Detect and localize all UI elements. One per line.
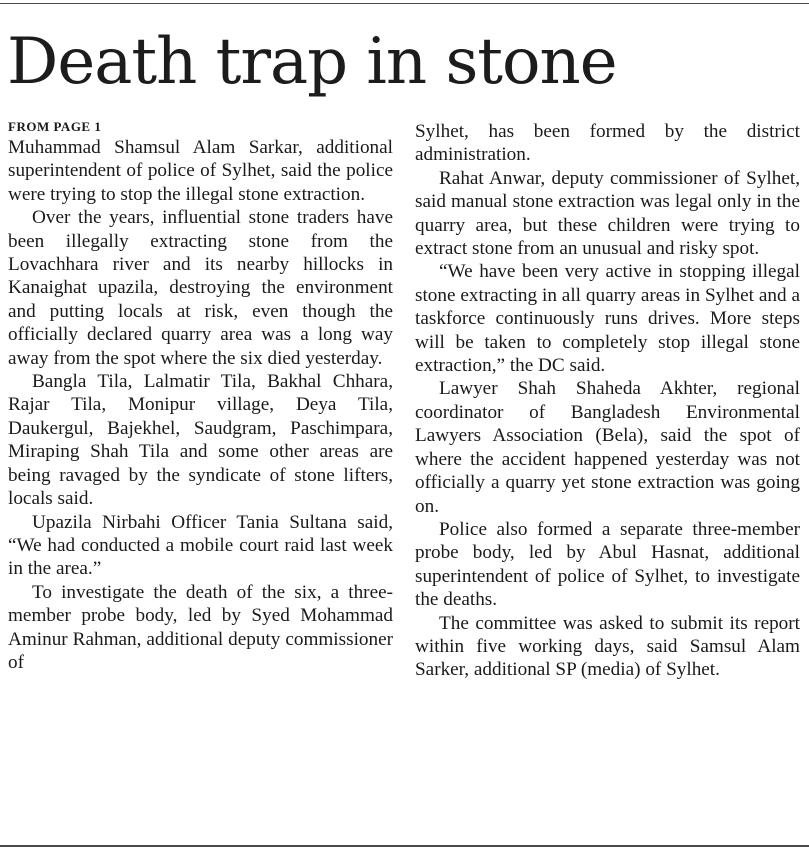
paragraph: Lawyer Shah Shaheda Akhter, regional coordinator of Bangladesh Environmental Lawyers Association (Bela), said the spot of where the accident happened yesterday was not officially a quarry yet stone extraction was going on.	[415, 378, 800, 517]
top-rule	[0, 3, 809, 4]
paragraph: Sylhet, has been formed by the district administration.	[415, 121, 800, 166]
article-column-right	[415, 120, 800, 682]
paragraph: Upazila Nirbahi Officer Tania Sultana said, “We had conducted a mobile court raid last week in the area.”	[8, 511, 393, 580]
article-column-left	[8, 118, 393, 674]
paragraph: Rahat Anwar, deputy commissioner of Sylhet, said manual stone extraction was legal only in the quarry area, but these children were trying to extract stone from an unusual and risky spot.	[415, 167, 800, 260]
headline: Death trap in stone	[7, 25, 617, 99]
paragraph: Bangla Tila, Lalmatir Tila, Bakhal Chhara, Rajar Tila, Monipur village, Deya Tila, Daukergul, Bajekhel, Saudgram, Paschimpara, Miraping Shah Tila and some other areas are being ravaged by the syndicate of stone lifters, locals said.	[8, 371, 393, 510]
paragraph: “We have been very active in stopping illegal stone extracting in all quarry areas in Sylhet and a taskforce continuously runs drives. More steps will be taken to completely stop illegal stone extraction,” the DC said.	[415, 261, 800, 377]
paragraph: The committee was asked to submit its report within five working days, said Samsul Alam Sarker, additional SP (media) of Sylhet.	[415, 612, 800, 681]
paragraph: To investigate the death of the six, a three-member probe body, led by Syed Mohammad Aminur Rahman, additional deputy commissioner of	[8, 581, 393, 673]
kicker: FROM PAGE 1	[8, 119, 102, 134]
paragraph: Police also formed a separate three-member probe body, led by Abul Hasnat, additional superintendent of police of Sylhet, to investigate the deaths.	[415, 518, 800, 611]
paragraph: Muhammad Shamsul Alam Sarkar, additional superintendent of police of Sylhet, said the police were trying to stop the illegal stone extraction.	[8, 137, 393, 205]
bottom-rule	[0, 845, 809, 847]
paragraph: Over the years, influential stone traders have been illegally extracting stone from the Lovachhara river and its nearby hillocks in Kanaighat upazila, destroying the environment and putting locals at risk, even though the officially declared quarry area was a long way away from the spot where the six died yesterday.	[8, 207, 393, 369]
